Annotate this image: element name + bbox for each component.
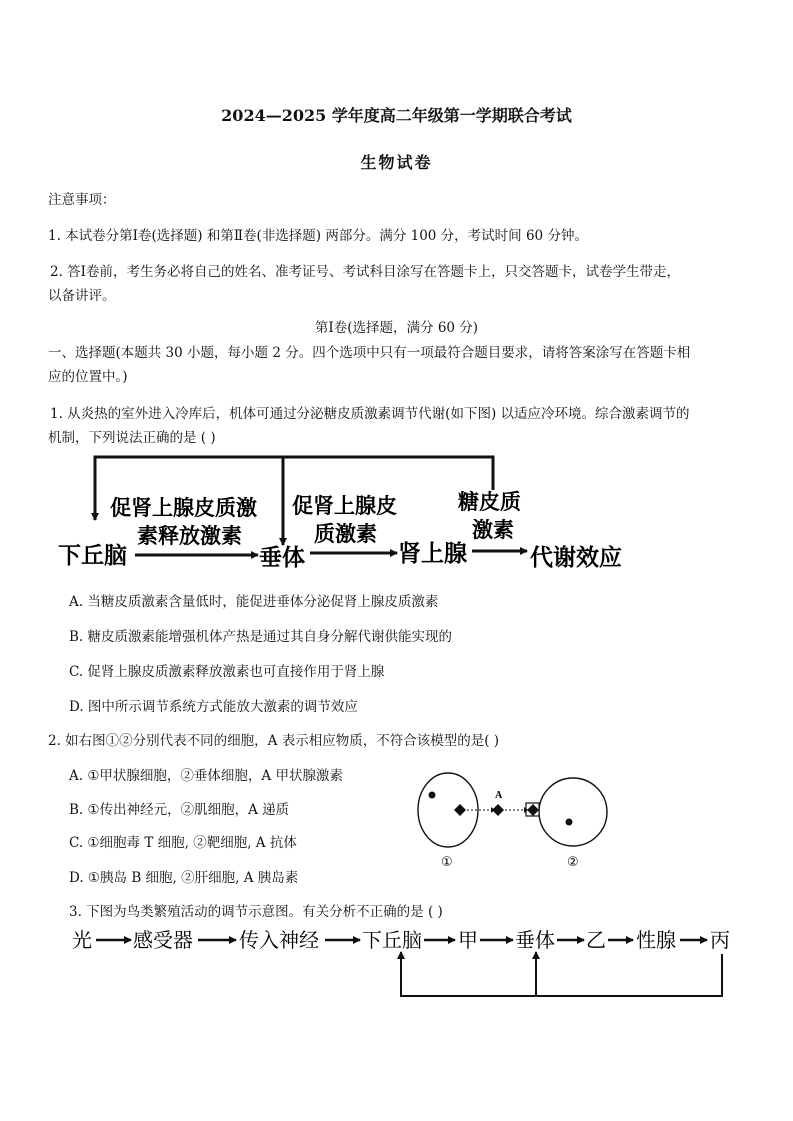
q1-label-gc-line-2: 激素 xyxy=(472,518,514,542)
q1-label-gc-line-1: 糖皮质 xyxy=(458,490,521,514)
q1-stem-line-1: 1. 从炎热的室外进入冷库后，机体可通过分泌糖皮质激素调节代谢(如下图) 以适应冷环境。综合激素调节的 xyxy=(50,406,690,422)
q3-node-pituitary: 垂体 xyxy=(515,928,555,952)
q1-label-crh-line-2: 素释放激素 xyxy=(137,524,242,548)
q1-label-acth-line-1: 促肾上腺皮 xyxy=(292,494,397,518)
q2-option-c: C. ①细胞毒 T 细胞, ②靶细胞, A 抗体 xyxy=(69,835,297,851)
exam-subtitle: 生物试卷 xyxy=(360,153,433,172)
q1-node-hypothalamus: 下丘脑 xyxy=(58,543,127,569)
q3-node-jia: 甲 xyxy=(458,928,478,952)
q1-forward-arrows xyxy=(135,551,527,555)
section-instructions-line-2: 应的位置中。) xyxy=(48,369,128,385)
q1-option-a: A. 当糖皮质激素含量低时，能促进垂体分泌促肾上腺皮质激素 xyxy=(69,594,439,610)
q3-regulation-diagram xyxy=(0,920,793,1005)
q1-node-metabolic-effect: 代谢效应 xyxy=(530,545,622,571)
q1-label-crh-line-1: 促肾上腺皮质激 xyxy=(110,496,257,520)
notes-item-2-line-2: 以备讲评。 xyxy=(48,288,116,304)
q1-node-adrenal: 肾上腺 xyxy=(398,541,467,567)
notes-item-1: 1. 本试卷分第Ⅰ卷(选择题) 和第Ⅱ卷(非选择题) 两部分。满分 100 分，考试时间 60 分钟。 xyxy=(48,228,588,244)
q2-option-b: B. ①传出神经元，②肌细胞，A 递质 xyxy=(69,802,290,818)
q2-cell-diagram xyxy=(405,770,620,880)
q3-node-yi: 乙 xyxy=(586,928,606,952)
q1-option-d: D. 图中所示调节系统方式能放大激素的调节效应 xyxy=(69,699,358,715)
q3-stem: 3. 下图为鸟类繁殖活动的调节示意图。有关分析不正确的是 ( ) xyxy=(69,904,443,920)
q2-cell-2 xyxy=(526,778,607,846)
q3-node-afferent-nerve: 传入神经 xyxy=(239,928,319,952)
q1-node-pituitary: 垂体 xyxy=(259,545,305,571)
q2-label-a: A xyxy=(495,790,503,801)
q1-option-b: B. 糖皮质激素能增强机体产热是通过其自身分解代谢供能实现的 xyxy=(69,629,453,645)
q2-stem: 2. 如右图①②分别代表不同的细胞，A 表示相应物质，不符合该模型的是( ) xyxy=(48,733,500,749)
q1-stem-line-2: 机制，下列说法正确的是 ( ) xyxy=(48,430,216,446)
notes-heading: 注意事项： xyxy=(48,192,116,208)
q2-label-cell-2: ② xyxy=(567,855,579,870)
section-instructions-line-1: 一、选择题(本题共 30 小题，每小题 2 分。四个选项中只有一项最符合题目要求，请将答案涂写在答题卡相 xyxy=(48,345,691,361)
q1-hormone-diagram xyxy=(0,445,793,580)
q3-node-bing: 丙 xyxy=(710,928,730,952)
q3-node-hypothalamus: 下丘脑 xyxy=(362,928,422,952)
section-title: 第Ⅰ卷(选择题，满分 60 分) xyxy=(314,320,479,336)
q2-option-d: D. ①胰岛 B 细胞, ②肝细胞, A 胰岛素 xyxy=(69,870,299,886)
q1-option-c: C. 促肾上腺皮质激素释放激素也可直接作用于肾上腺 xyxy=(69,664,385,680)
q2-label-cell-1: ① xyxy=(441,855,453,870)
q1-label-acth-line-2: 质激素 xyxy=(314,522,377,546)
q3-feedback-lines xyxy=(401,952,722,996)
exam-title: 2024—2025 学年度高二年级第一学期联合考试 xyxy=(221,106,572,125)
q3-node-light: 光 xyxy=(72,928,92,952)
q3-node-gonad: 性腺 xyxy=(636,928,676,952)
q3-node-receptor: 感受器 xyxy=(133,928,193,952)
q2-option-a: A. ①甲状腺细胞，②垂体细胞，A 甲状腺激素 xyxy=(69,768,343,784)
notes-item-2-line-1: 2. 答Ⅰ卷前，考生务必将自己的姓名、准考证号、考试科目涂写在答题卡上，只交答题卡，试卷学生带走， xyxy=(50,264,681,280)
